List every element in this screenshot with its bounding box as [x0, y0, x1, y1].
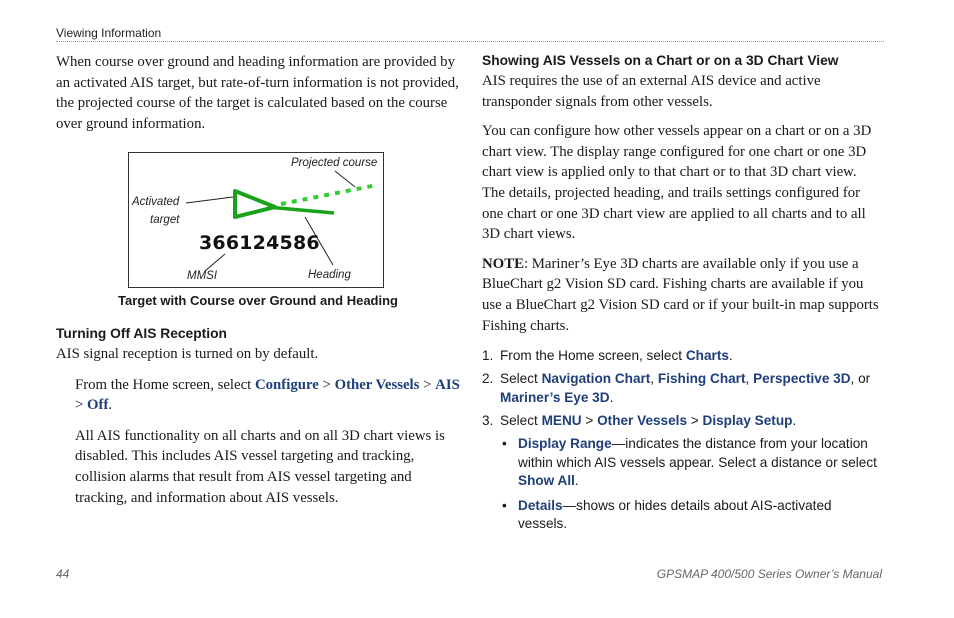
ais-target-figure	[128, 152, 384, 288]
display-range-link[interactable]: Display Range	[518, 436, 612, 452]
configure-text: You can configure how other vessels appear on a chart or on a 3D chart view. The display range configured for one chart or one 3D chart view is applied only to that chart or to that 3D chart view. The details, projected heading, and trails settings configured for one chart or one 3D chart view are applied to all charts and to all 3D chart views.	[482, 123, 872, 243]
display-setup-link[interactable]: Display Setup	[702, 413, 793, 429]
step-3	[482, 411, 882, 430]
details-link[interactable]: Details	[518, 497, 563, 513]
heading-label: Heading	[308, 269, 351, 281]
step-number: 2.	[482, 371, 494, 387]
bullet-dot: •	[502, 497, 507, 513]
left-column	[56, 52, 460, 134]
intro-paragraph: When course over ground and heading information are provided by an activated AIS target, but rate-of-turn information is not provided, the projected course of the target is calculated based on the course over ground information.	[56, 54, 459, 132]
step-number: 1.	[482, 348, 494, 364]
other-vessels-link[interactable]: Other Vessels	[334, 376, 420, 393]
path-suffix: .	[108, 397, 113, 414]
turning-off-section	[56, 325, 460, 508]
section-heading-showing-ais: Showing AIS Vessels on a Chart or on a 3D Chart View	[482, 53, 839, 68]
step-text: Select	[500, 413, 542, 429]
turn-off-path	[56, 375, 460, 416]
default-on-text: AIS signal reception is turned on by default.	[56, 346, 319, 362]
mmsi-label: MMSI	[187, 270, 218, 282]
header-divider	[56, 41, 884, 42]
step-text: >	[581, 413, 598, 429]
bullet-text: —shows or hides details about AIS-activated vessels.	[518, 497, 832, 532]
target-triangle	[235, 191, 275, 217]
charts-link[interactable]: Charts	[685, 348, 729, 364]
step-text: ,	[745, 371, 754, 387]
bullet-text: .	[574, 473, 579, 489]
running-header: Viewing Information	[56, 26, 162, 40]
show-all-link[interactable]: Show All	[518, 473, 575, 489]
projected-course-line	[281, 185, 377, 204]
steps-list	[482, 346, 882, 430]
page-number: 44	[56, 567, 70, 581]
step-text: From the Home screen, select	[500, 348, 686, 364]
step-text: .	[609, 390, 614, 406]
figure-caption: Target with Course over Ground and Heading	[117, 293, 398, 308]
heading-line	[267, 207, 334, 213]
bullet-list	[482, 435, 882, 534]
path-sep: >	[318, 376, 335, 393]
fishing-chart-link[interactable]: Fishing Chart	[657, 371, 746, 387]
bullet-text: —indicates the distance from your location within which AIS vessels appear. Select a distance or select	[518, 436, 877, 470]
menu-link[interactable]: MENU	[541, 413, 582, 429]
off-link[interactable]: Off	[87, 397, 109, 414]
configure-link[interactable]: Configure	[254, 376, 319, 393]
step-text: , or	[850, 371, 871, 387]
projected-course-leader	[335, 171, 355, 187]
path-sep: >	[419, 376, 436, 393]
path-prefix: From the Home screen, select	[75, 376, 255, 393]
right-column	[482, 52, 882, 534]
perspective-3d-link[interactable]: Perspective 3D	[753, 371, 851, 387]
requires-text: AIS requires the use of an external AIS device and active transponder signals from other vessels.	[482, 73, 821, 110]
navigation-chart-link[interactable]: Navigation Chart	[541, 371, 651, 387]
note-paragraph	[482, 254, 882, 336]
step-number: 3.	[482, 413, 494, 429]
step-text: >	[687, 413, 703, 429]
note-label: NOTE	[482, 255, 524, 272]
activated-label: Activated	[132, 196, 180, 208]
path-sep: >	[75, 397, 88, 414]
bullet-display-range	[482, 435, 882, 491]
bullet-details	[482, 497, 882, 534]
step-text: ,	[650, 371, 658, 387]
target-label: target	[150, 214, 180, 226]
step-text: .	[792, 413, 797, 429]
note-text: : Mariner’s Eye 3D charts are available only if you use a BlueChart g2 Vision SD card. Fishing charts are available if you use a BlueChart g2 Vision SD card or if your built-in map supports Fishing charts.	[482, 255, 879, 334]
projected-course-label: Projected course	[291, 157, 378, 169]
mmsi-number: 366124586	[199, 232, 320, 254]
section-heading-turning-off: Turning Off AIS Reception	[56, 326, 227, 341]
step-text: .	[728, 348, 733, 364]
ais-link[interactable]: AIS	[435, 376, 460, 393]
mmsi-leader	[205, 254, 225, 271]
step-1	[482, 346, 882, 365]
bullet-dot: •	[502, 436, 507, 452]
ais-disabled-text: All AIS functionality on all charts and on all 3D chart views is disabled. This includes AIS vessel targeting and tracking, collision alarms that result from AIS vessel targeting and tracking, and information about AIS vessels.	[75, 427, 445, 506]
step-text: Select	[500, 371, 542, 387]
step-2	[482, 369, 882, 407]
other-vessels-link[interactable]: Other Vessels	[597, 413, 688, 429]
manual-title: GPSMAP 400/500 Series Owner’s Manual	[656, 567, 882, 581]
activated-target-leader	[186, 197, 233, 203]
mariners-eye-3d-link[interactable]: Mariner’s Eye 3D	[500, 390, 610, 406]
